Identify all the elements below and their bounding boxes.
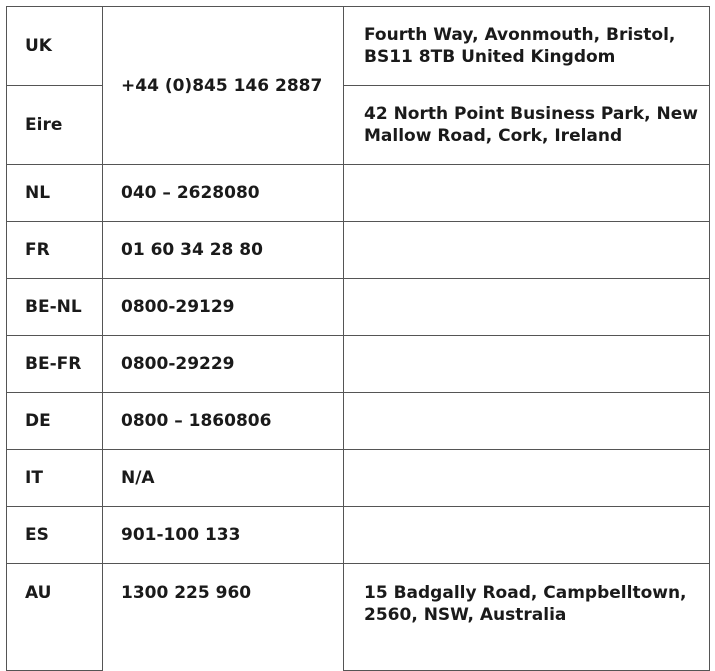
table-row [7,564,710,671]
phone-cell: 901-100 133 [103,507,344,564]
phone-cell: 0800-29129 [103,279,344,336]
address-line: Fourth Way, Avonmouth, Bristol, [364,25,676,45]
country-cell: NL [7,165,103,222]
phone-cell: 0800 – 1860806 [103,393,344,450]
phone-cell: 0800-29229 [103,336,344,393]
address-line: 2560, NSW, Australia [364,605,567,625]
address-cell [344,450,710,507]
address-cell [344,336,710,393]
table-row [7,336,710,393]
country-cell: UK [7,7,103,86]
contact-table [6,6,710,671]
table-row [7,393,710,450]
table-row [7,450,710,507]
country-cell: AU [7,564,103,671]
country-cell: BE-FR [7,336,103,393]
country-cell: DE [7,393,103,450]
table-row [7,7,710,86]
address-cell [344,7,710,86]
country-cell: ES [7,507,103,564]
address-cell [344,393,710,450]
address-cell [344,507,710,564]
country-cell: FR [7,222,103,279]
country-cell: BE-NL [7,279,103,336]
phone-cell: 01 60 34 28 80 [103,222,344,279]
address-cell [344,279,710,336]
table-row [7,222,710,279]
country-cell: Eire [7,86,103,165]
address-cell [344,222,710,279]
table-row [7,279,710,336]
address-cell [344,165,710,222]
address-line: Mallow Road, Cork, Ireland [364,126,623,146]
country-cell: IT [7,450,103,507]
address-line: 42 North Point Business Park, New [364,104,698,124]
table-row [7,507,710,564]
phone-cell: 1300 225 960 [103,564,344,671]
table-row [7,165,710,222]
address-line: BS11 8TB United Kingdom [364,47,616,67]
phone-cell: N/A [103,450,344,507]
address-cell [344,86,710,165]
address-cell [344,564,710,671]
phone-cell: 040 – 2628080 [103,165,344,222]
address-line: 15 Badgally Road, Campbelltown, [364,583,687,603]
phone-cell: +44 (0)845 146 2887 [103,7,344,165]
